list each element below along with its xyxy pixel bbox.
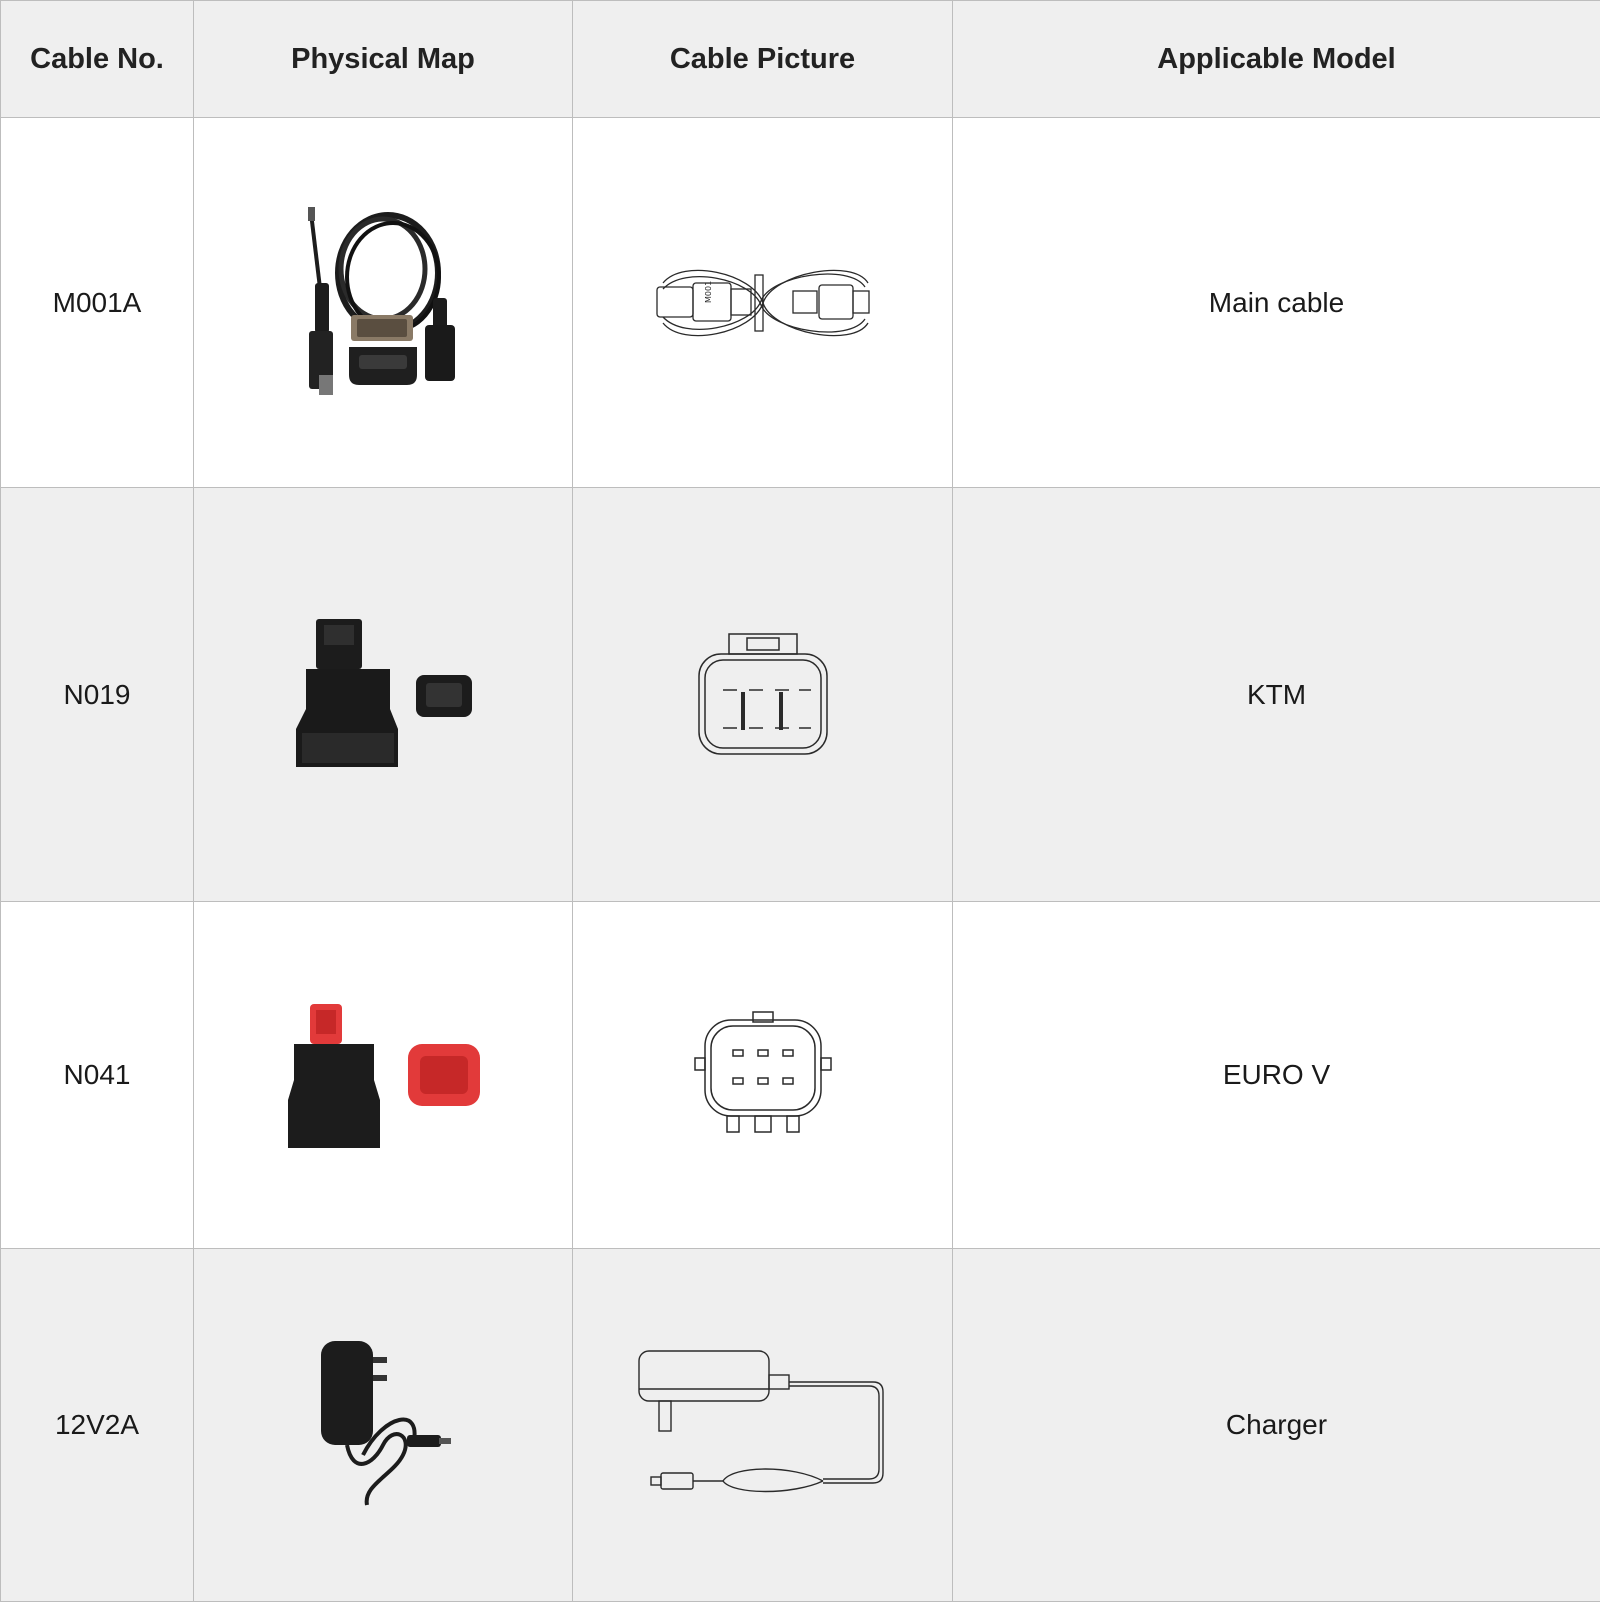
header-applicable-model: Applicable Model (953, 1, 1600, 118)
model-cell: Charger (953, 1249, 1600, 1602)
physical-map-cell (194, 1249, 573, 1602)
ktm-adapter-photo (288, 615, 478, 775)
physical-map-cell (194, 902, 573, 1249)
table-row (1, 118, 1600, 488)
cable-no-cell: 12V2A (1, 1249, 194, 1602)
cable-no-cell: N019 (1, 488, 194, 902)
euro5-connector-drawing (693, 1010, 833, 1140)
header-physical-map: Physical Map (194, 1, 573, 118)
cable-label: M001 (704, 280, 713, 302)
physical-map-cell (194, 488, 573, 902)
charger-drawing (633, 1345, 893, 1505)
euro5-adapter-photo (278, 1000, 488, 1150)
table-row (1, 1249, 1600, 1602)
model-cell: EURO V (953, 902, 1600, 1249)
main-cable-photo (283, 203, 483, 403)
ktm-connector-drawing (693, 630, 833, 760)
cable-picture-cell (573, 488, 953, 902)
header-row (1, 1, 1600, 118)
model-cell: KTM (953, 488, 1600, 902)
physical-map-cell (194, 118, 573, 488)
cable-picture-cell (573, 118, 953, 488)
table-row (1, 902, 1600, 1249)
header-cable-picture: Cable Picture (573, 1, 953, 118)
cable-picture-cell (573, 902, 953, 1249)
model-cell: Main cable (953, 118, 1600, 488)
charger-photo (303, 1335, 463, 1515)
header-cable-no: Cable No. (1, 1, 194, 118)
cable-picture-cell (573, 1249, 953, 1602)
cable-no-cell: N041 (1, 902, 194, 1249)
main-cable-drawing (643, 253, 883, 353)
table-row (1, 488, 1600, 902)
cable-no-cell: M001A (1, 118, 194, 488)
